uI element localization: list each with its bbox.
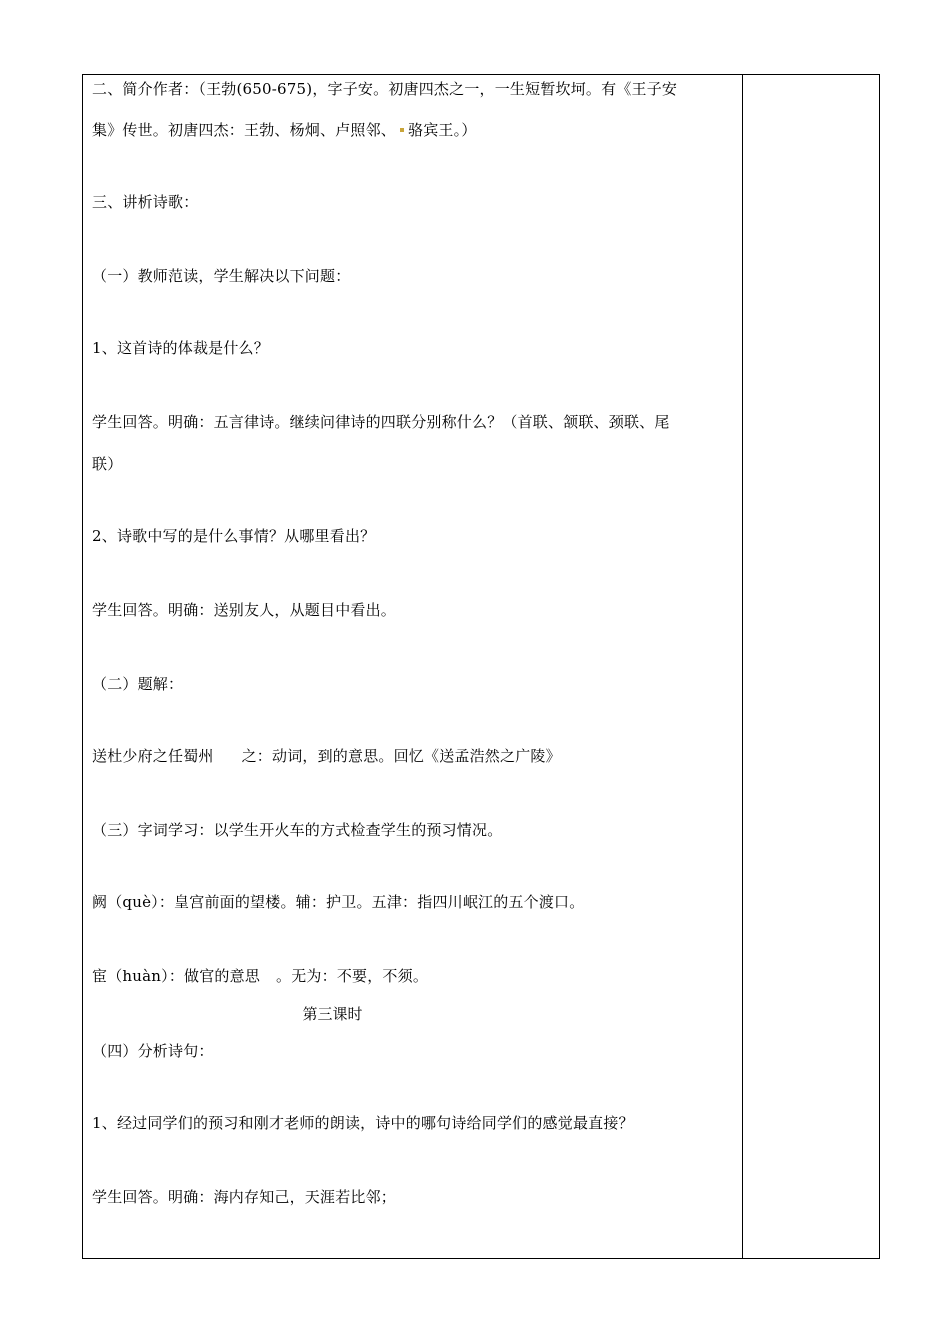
- text-segment: 骆宾王。）: [408, 121, 477, 139]
- answer-2: 学生回答。明确：送别友人，从题目中看出。: [92, 601, 397, 619]
- content-cell: [83, 75, 742, 1258]
- question-3: 1、经过同学们的预习和刚才老师的朗读，诗中的哪句诗给同学们的感觉最直接？: [92, 1114, 634, 1132]
- answer-3: 学生回答。明确：海内存知己，天涯若比邻；: [92, 1188, 397, 1206]
- answer-1-cont: 联）: [92, 455, 123, 473]
- answer-1: 学生回答。明确：五言律诗。继续问律诗的四联分别称什么？（首联、颔联、颈联、尾: [92, 413, 670, 431]
- title-note: 之：动词，到的意思。回忆《送孟浩然之广陵》: [241, 747, 561, 765]
- section-poem-analysis: 三、讲析诗歌：: [92, 193, 199, 211]
- subsection-line-analysis: （四）分析诗句：: [92, 1042, 214, 1060]
- vocab-huan: [92, 966, 428, 986]
- question-1: 1、这首诗的体裁是什么？: [92, 339, 269, 357]
- highlight-mark: [400, 128, 404, 132]
- vocab-que: 阙（què）：皇宫前面的望楼。辅：护卫。五津：指四川岷江的五个渡口。: [92, 893, 585, 911]
- subsection-title-explanation: （二）题解：: [92, 675, 184, 693]
- title-explanation: [92, 746, 561, 766]
- subsection-teacher-reading: （一）教师范读，学生解决以下问题：: [92, 267, 351, 285]
- question-2: 2、诗歌中写的是什么事情？从哪里看出？: [92, 527, 376, 545]
- lesson-table: [82, 74, 880, 1259]
- text-segment: 。无为：不要，不须。: [276, 967, 429, 985]
- section-author-intro: 二、简介作者：（王勃(650-675)，字子安。初唐四杰之一，一生短暂坎坷。有《王子安: [92, 80, 678, 98]
- lesson-heading-third: 第三课时: [302, 1005, 363, 1023]
- poem-title: 送杜少府之任蜀州: [92, 747, 214, 765]
- section-author-intro-cont: [92, 120, 477, 140]
- subsection-vocabulary: （三）字词学习：以学生开火车的方式检查学生的预习情况。: [92, 821, 503, 839]
- text-segment: 集》传世。初唐四杰：王勃、杨炯、卢照邻、: [92, 121, 397, 139]
- column-divider: [742, 75, 743, 1258]
- text-segment: 宦（huàn）：做官的意思: [92, 967, 261, 985]
